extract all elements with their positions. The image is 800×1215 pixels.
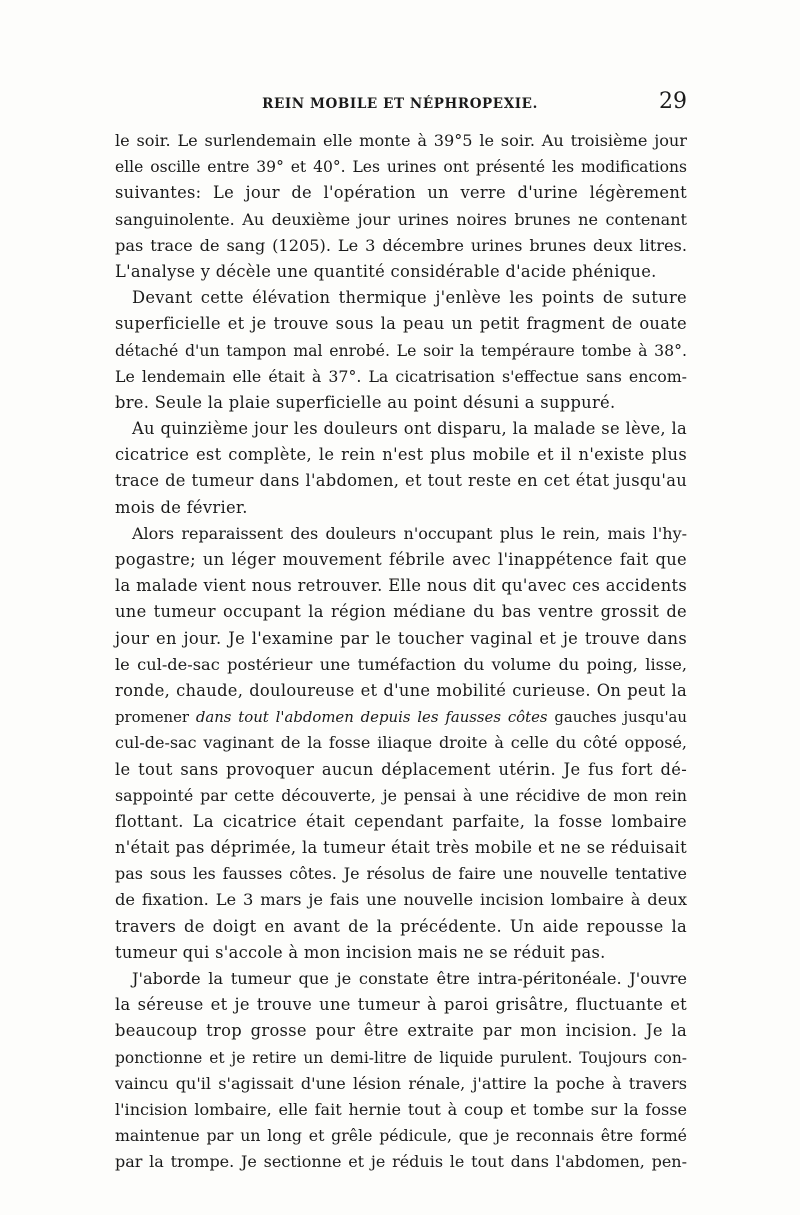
text-line: L'analyse y décèle une quantité considérable d'acide phénique. [115,261,657,281]
text-line: détaché d'un tampon mal enrobé. Le soir la tempéraure tombe à 38°. [115,340,687,360]
text-line: de fixation. Le 3 mars je fais une nouvelle incision lombaire à deux [115,890,687,910]
text-line: une tumeur occupant la région médiane du bas ventre grossit de [115,602,687,622]
text-line: jour en jour. Je l'examine par le toucher vaginal et je trouve dans [115,628,687,648]
text-line: Alors reparaissent des douleurs n'occupant plus le rein, mais l'hy- [132,523,687,543]
text-line: superficielle et je trouve sous la peau un petit fragment de ouate [115,314,687,334]
text-line: suivantes: Le jour de l'opération un verre d'urine légèrement [115,183,687,203]
text-line: beaucoup trop grosse pour être extraite par mon incision. Je la [115,1021,687,1041]
text-line: le soir. Le surlendemain elle monte à 39°5 le soir. Au troisième jour [115,131,687,150]
text-line: ronde, chaude, douloureuse et d'une mobilité curieuse. On peut la [115,680,687,700]
text-line: n'était pas déprimée, la tumeur était très mobile et ne se réduisait [115,838,687,858]
line-text-post: gauches jusqu'au [547,708,687,727]
page-number: 29 [659,89,687,114]
text-line: sappointé par cette découverte, je pensai à une récidive de mon rein [115,785,687,805]
text-line: maintenue par un long et grêle pédicule, que je reconnais être formé [115,1126,687,1146]
running-head: REIN MOBILE ET NÉPHROPEXIE. [262,96,538,112]
text-line: J'aborde la tumeur que je constate être intra-péritonéale. J'ouvre [132,969,687,988]
text-line: flottant. La cicatrice était cependant parfaite, la fosse lombaire [115,811,687,831]
text-line: elle oscille entre 39° et 40°. Les urines ont présenté les modifications [115,158,687,177]
text-line: trace de tumeur dans l'abdomen, et tout reste en cet état jusqu'au [115,471,687,491]
text-line: Devant cette élévation thermique j'enlève les points de suture [132,288,687,308]
line-text-pre: promener [115,708,196,727]
text-line: mois de février. [115,497,248,517]
text-line: vaincu qu'il s'agissait d'une lésion rénale, j'attire la poche à travers [115,1073,687,1093]
body-text [115,128,687,1176]
text-line: le cul-de-sac postérieur une tuméfaction du volume du poing, lisse, [115,654,687,674]
text-line: pas sous les fausses côtes. Je résolus de faire une nouvelle tentative [115,864,687,884]
text-line: Au quinzième jour les douleurs ont disparu, la malade se lève, la [132,419,687,439]
text-line: l'incision lombaire, elle fait hernie tout à coup et tombe sur la fosse [115,1099,687,1119]
text-line: la séreuse et je trouve une tumeur à paroi grisâtre, fluctuante et [115,995,687,1015]
text-line: la malade vient nous retrouver. Elle nous dit qu'avec ces accidents [115,576,687,596]
text-line: le tout sans provoquer aucun déplacement utérin. Je fus fort dé- [115,759,687,779]
text-line: tumeur qui s'accole à mon incision mais ne se réduit pas. [115,942,606,962]
text-line: pas trace de sang (1205). Le 3 décembre urines brunes deux litres. [115,235,687,255]
text-line: sanguinolente. Au deuxième jour urines noires brunes ne contenant [115,209,687,229]
text-line: pogastre; un léger mouvement fébrile avec l'inappétence fait que [115,550,687,569]
text-line-with-italic [115,704,687,730]
text-line: cul-de-sac vaginant de la fosse iliaque droite à celle du côté opposé, [115,733,687,753]
italic-phrase: dans tout l'abdomen depuis les fausses côtes [195,708,548,727]
text-line: Le lendemain elle était à 37°. La cicatrisation s'effectue sans encom- [115,366,687,386]
text-line: par la trompe. Je sectionne et je réduis le tout dans l'abdomen, pen- [115,1152,687,1172]
text-line: ponctionne et je retire un demi-litre de liquide purulent. Toujours con- [115,1048,687,1067]
text-line: bre. Seule la plaie superficielle au point désuni a suppuré. [115,392,616,412]
text-line: travers de doigt en avant de la précédente. Un aide repousse la [115,916,687,936]
page-header [115,89,687,122]
text-line: cicatrice est complète, le rein n'est plus mobile et il n'existe plus [115,445,687,465]
